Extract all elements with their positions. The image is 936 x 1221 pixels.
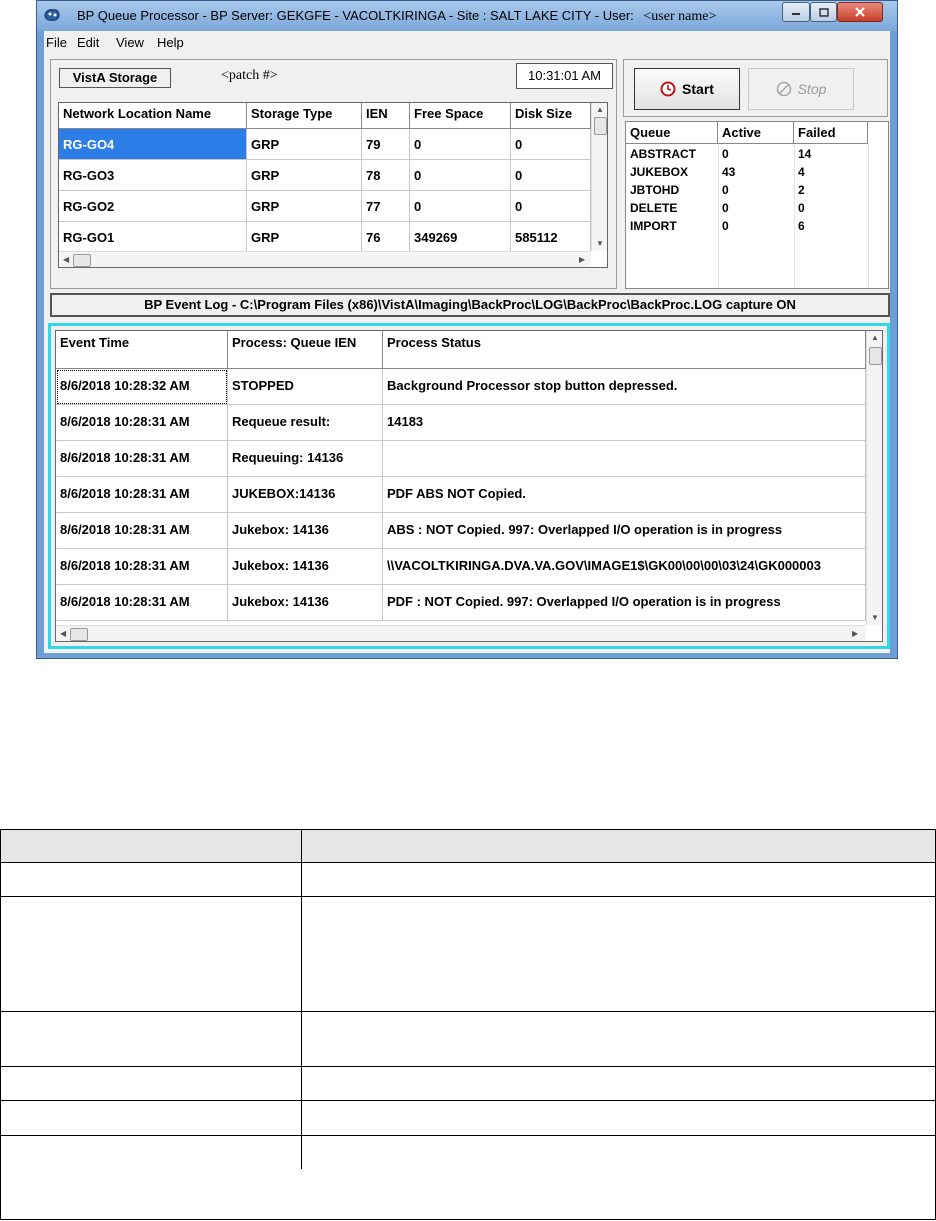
scroll-up-icon[interactable]: ▲ — [596, 105, 604, 114]
queue-failed[interactable]: 6 — [798, 219, 805, 233]
maximize-button[interactable] — [810, 2, 837, 22]
stop-button[interactable] — [748, 68, 854, 110]
event-process-cell[interactable]: Jukebox: 14136 — [228, 585, 383, 621]
column-header[interactable]: Free Space — [410, 103, 511, 129]
window-title — [77, 8, 716, 25]
column-header[interactable]: Failed — [794, 122, 868, 144]
event-status-cell[interactable]: PDF ABS NOT Copied. — [383, 477, 866, 513]
event-time-cell[interactable]: 8/6/2018 10:28:31 AM — [56, 549, 228, 585]
event-time-cell[interactable]: 8/6/2018 10:28:31 AM — [56, 513, 228, 549]
queue-active[interactable]: 43 — [722, 165, 736, 179]
queue-failed[interactable]: 0 — [798, 201, 805, 215]
start-label: Start — [682, 81, 714, 97]
column-header[interactable]: Active — [718, 122, 794, 144]
queue-active[interactable]: 0 — [722, 147, 729, 161]
event-log-title: BP Event Log - C:\Program Files (x86)\VistA\Imaging\BackProc\LOG\BackProc\BackProc.LOG capture ON — [50, 293, 890, 317]
control-panel — [623, 59, 888, 117]
stop-label: Stop — [797, 81, 827, 97]
event-process-cell[interactable]: Jukebox: 14136 — [228, 549, 383, 585]
queue-failed[interactable]: 14 — [798, 147, 812, 161]
column-header[interactable]: Disk Size — [511, 103, 591, 129]
event-process-cell[interactable]: Requeuing: 14136 — [228, 441, 383, 477]
event-status-cell[interactable]: \\VACOLTKIRINGA.DVA.VA.GOV\IMAGE1$\GK00\00\00\03\24\GK000003 — [383, 549, 866, 585]
window-title-text: BP Queue Processor - BP Server: GEKGFE - VACOLTKIRINGA - Site : SALT LAKE CITY - User: — [77, 8, 634, 23]
storage-panel — [50, 59, 617, 289]
title-bar[interactable] — [37, 1, 897, 31]
vista-storage-label: VistA Storage — [59, 68, 171, 88]
start-clock-icon — [660, 81, 676, 97]
event-process-cell[interactable]: Requeue result: — [228, 405, 383, 441]
storage-grid[interactable] — [58, 102, 608, 268]
event-time-cell[interactable]: 8/6/2018 10:28:31 AM — [56, 405, 228, 441]
event-process-cell[interactable]: JUKEBOX:14136 — [228, 477, 383, 513]
queue-name[interactable]: IMPORT — [630, 219, 677, 233]
storage-cell[interactable]: 78 — [362, 160, 410, 191]
table-row — [1, 862, 935, 897]
table-row — [1, 896, 935, 1012]
queue-failed[interactable]: 2 — [798, 183, 805, 197]
queue-active[interactable]: 0 — [722, 219, 729, 233]
scroll-thumb[interactable] — [73, 254, 91, 267]
menu-help[interactable]: Help — [157, 35, 184, 50]
scroll-up-icon[interactable]: ▲ — [871, 333, 879, 342]
scroll-down-icon[interactable]: ▼ — [871, 613, 879, 622]
column-header[interactable]: Process Status — [383, 331, 866, 369]
menu-bar — [44, 31, 890, 53]
queue-name[interactable]: DELETE — [630, 201, 678, 215]
queue-name[interactable]: ABSTRACT — [630, 147, 696, 161]
client-area — [44, 31, 890, 653]
storage-cell[interactable]: 0 — [511, 191, 591, 222]
event-time-cell[interactable]: 8/6/2018 10:28:31 AM — [56, 441, 228, 477]
storage-cell[interactable]: RG-GO1 — [59, 222, 247, 253]
storage-cell[interactable]: GRP — [247, 222, 362, 253]
scroll-thumb[interactable] — [594, 117, 607, 135]
clock-display: 10:31:01 AM — [516, 63, 613, 89]
scroll-thumb[interactable] — [70, 628, 88, 641]
event-status-cell[interactable]: PDF : NOT Copied. 997: Overlapped I/O operation is in progress — [383, 585, 866, 621]
event-process-cell[interactable]: Jukebox: 14136 — [228, 513, 383, 549]
queue-failed[interactable]: 4 — [798, 165, 805, 179]
storage-cell[interactable]: 0 — [410, 160, 511, 191]
event-time-cell[interactable]: 8/6/2018 10:28:32 AM — [56, 369, 228, 405]
queue-grid[interactable] — [625, 121, 889, 289]
storage-cell[interactable]: 79 — [362, 129, 410, 160]
storage-cell[interactable]: 0 — [410, 191, 511, 222]
table-row — [1, 1011, 935, 1067]
scroll-right-icon[interactable]: ▶ — [579, 255, 586, 264]
storage-cell[interactable]: GRP — [247, 129, 362, 160]
storage-cell[interactable]: RG-GO2 — [59, 191, 247, 222]
storage-cell[interactable]: 77 — [362, 191, 410, 222]
event-time-cell[interactable]: 8/6/2018 10:28:31 AM — [56, 585, 228, 621]
column-divider — [868, 144, 869, 289]
close-icon — [854, 7, 866, 17]
storage-cell[interactable]: 0 — [410, 129, 511, 160]
queue-active[interactable]: 0 — [722, 201, 729, 215]
storage-cell[interactable]: 349269 — [410, 222, 511, 253]
storage-cell[interactable]: 0 — [511, 160, 591, 191]
event-log-frame — [48, 323, 890, 649]
event-log-horizontal-scrollbar[interactable] — [56, 625, 866, 642]
queue-name[interactable]: JUKEBOX — [630, 165, 689, 179]
storage-cell[interactable]: 76 — [362, 222, 410, 253]
event-status-cell[interactable] — [383, 441, 866, 477]
column-header[interactable]: Storage Type — [247, 103, 362, 129]
app-logo-icon — [43, 7, 61, 23]
column-header[interactable]: Event Time — [56, 331, 228, 369]
table-row — [1, 1100, 935, 1136]
event-time-cell[interactable]: 8/6/2018 10:28:31 AM — [56, 477, 228, 513]
scroll-down-icon[interactable]: ▼ — [596, 239, 604, 248]
storage-cell[interactable]: GRP — [247, 160, 362, 191]
storage-cell-selected[interactable]: RG-GO4 — [59, 129, 247, 160]
column-header[interactable]: IEN — [362, 103, 410, 129]
storage-cell[interactable]: RG-GO3 — [59, 160, 247, 191]
column-header[interactable]: Process: Queue IEN — [228, 331, 383, 369]
table-header-row — [1, 830, 935, 863]
storage-vertical-scrollbar[interactable] — [591, 103, 608, 251]
scroll-right-icon[interactable]: ▶ — [852, 629, 859, 638]
queue-name[interactable]: JBTOHD — [630, 183, 680, 197]
app-window — [36, 0, 898, 659]
scroll-thumb[interactable] — [869, 347, 882, 365]
storage-cell[interactable]: 0 — [511, 129, 591, 160]
stop-clock-icon — [776, 81, 792, 97]
description-table — [0, 829, 936, 1220]
menu-edit[interactable]: Edit — [77, 35, 100, 50]
column-header[interactable]: Queue — [626, 122, 718, 144]
storage-cell[interactable]: GRP — [247, 191, 362, 222]
event-status-cell[interactable]: ABS : NOT Copied. 997: Overlapped I/O operation is in progress — [383, 513, 866, 549]
maximize-icon — [819, 8, 829, 17]
storage-cell[interactable]: 585112 — [511, 222, 591, 253]
scroll-left-icon[interactable]: ◀ — [60, 629, 67, 638]
event-status-cell[interactable]: Background Processor stop button depressed. — [383, 369, 866, 405]
event-log-vertical-scrollbar[interactable] — [866, 331, 883, 625]
scroll-left-icon[interactable]: ◀ — [63, 255, 70, 264]
patch-number-label: <patch #> — [221, 68, 278, 83]
menu-view[interactable]: View — [116, 35, 144, 50]
event-status-cell[interactable]: 14183 — [383, 405, 866, 441]
start-button[interactable] — [634, 68, 740, 110]
event-process-cell[interactable]: STOPPED — [228, 369, 383, 405]
queue-active[interactable]: 0 — [722, 183, 729, 197]
event-log-grid[interactable] — [55, 330, 883, 642]
menu-file[interactable]: File — [46, 35, 67, 50]
user-name-placeholder: <user name> — [643, 9, 717, 24]
table-row — [1, 1066, 935, 1101]
column-header[interactable]: Network Location Name — [59, 103, 247, 129]
storage-horizontal-scrollbar[interactable] — [59, 251, 591, 268]
minimize-icon — [791, 8, 801, 16]
close-button[interactable] — [837, 2, 883, 22]
minimize-button[interactable] — [782, 2, 810, 22]
table-row — [1, 1135, 935, 1169]
